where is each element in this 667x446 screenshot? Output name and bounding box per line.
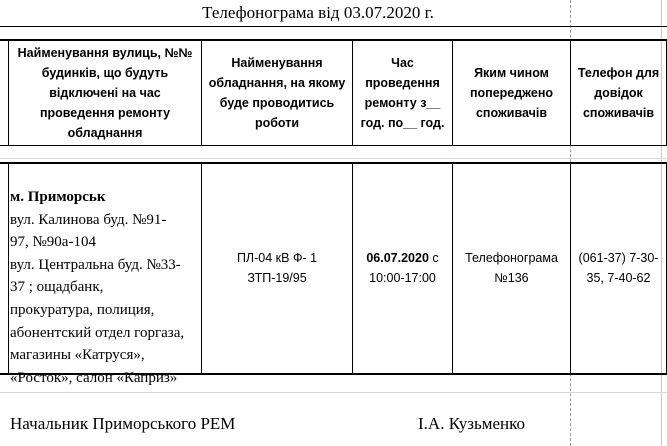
signer-position: Начальник Приморського РЕМ [10,414,236,433]
address-cell [10,186,200,389]
grid-line [0,158,667,159]
address-line: вул. Центральна буд. №33- [10,256,181,273]
time-range: 10:00-17:00 [369,271,436,285]
grid-line [0,26,667,27]
address-line: вул. Калинова буд. №91- [10,211,167,228]
header-equipment-text: Найменування обладнання, на якому буде проводитись роботи [208,56,346,130]
header-notice-text: Яким чином попереджено споживачів [469,66,554,120]
equipment-cell [202,163,352,373]
notice-cell [453,163,570,373]
signer-name: І.А. Кузьменко [418,414,526,433]
document-title: Телефонограма від 03.07.2020 г. [202,3,434,22]
work-date: 06.07.2020 [366,251,429,265]
table-border [8,163,9,373]
address-line: магазины «Катруся», [10,347,145,364]
header-bottom-border [0,145,667,146]
time-prefix: с [432,251,439,265]
address-line: «Росток», салон «Каприз» [10,369,178,386]
notice-text: Телефонограма №136 [465,251,558,285]
time-cell [353,163,452,373]
header-time-text: Час проведення ремонту з__ год. по__ год. [360,56,445,130]
header-streets [9,41,201,145]
address-line: 37 ; ощадбанк, [10,279,104,296]
address-line: абонентский отдел горгаза, [10,324,185,341]
city-name: м. Приморськ [10,189,106,205]
header-phone-text: Телефон для довідок споживачів [577,66,660,120]
equipment-text: ПЛ-04 кВ Ф- 1 ЗТП-19/95 [236,251,318,285]
phone-cell [571,163,666,373]
header-equipment [202,41,352,145]
header-phone [571,41,666,145]
header-streets-text: Найменування вулиць, №№ будинків, що будуть відключені на час проведення ремонту обладнання [17,46,193,140]
phone-text: (061-37) 7-30-35, 7-40-62 [578,251,659,285]
header-time [353,41,452,145]
header-notice-method [453,41,570,145]
grid-line [0,392,667,393]
address-line: 97, №90а-104 [10,234,96,251]
address-line: прокуратура, полиция, [10,301,155,318]
